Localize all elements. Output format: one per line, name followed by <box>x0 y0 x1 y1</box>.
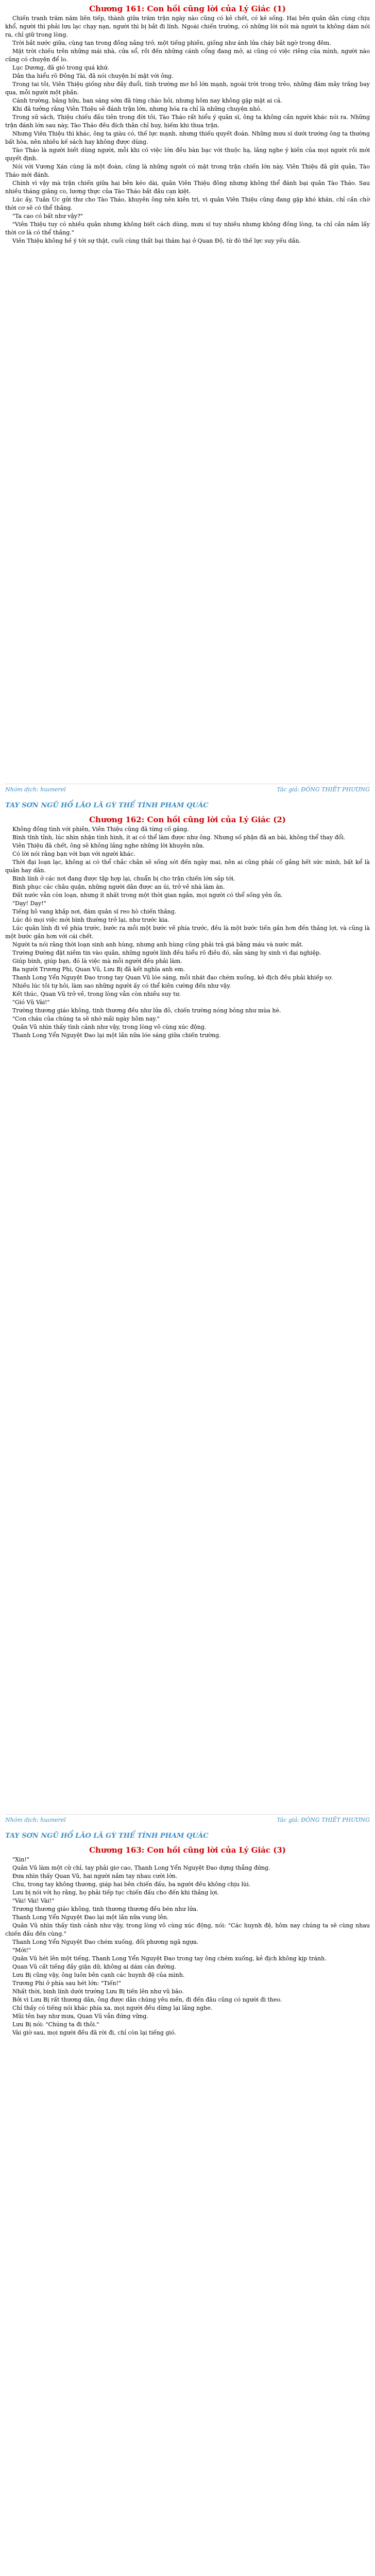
paragraph: Kết thúc, Quan Vũ trở về, trong lòng vẫn còn nhiều suy tư. <box>12 991 181 997</box>
chapter-body <box>5 825 370 1040</box>
chapter-heading: Chương 161: Con hồi cũng lời của Lý Giác (1) <box>89 4 286 13</box>
chapter-footer <box>5 784 370 795</box>
paragraph: Thanh Long Yển Nguyệt Đao lại một lần nữa vung lên. <box>12 1914 169 1921</box>
paragraph: Trương thương giáo không, tinh thương thương đều bén như lửa. <box>12 1906 198 1912</box>
paragraph: "Mới!" <box>12 1947 31 1954</box>
author-label: Tác giả: <box>277 1817 299 1823</box>
paragraph: Quan Vũ cất tiếng đầy giận dữ, không ai dám cản đường. <box>12 1963 176 1970</box>
paragraph: "Vài! Vài! Vài!" <box>12 1897 55 1904</box>
paragraph: Nhiều lúc tôi tự hỏi, làm sao những người ấy có thể kiên cường đến như vậy. <box>12 982 231 989</box>
paragraph: Chiến tranh trăm năm liên tiếp, thành giữa trăm trận ngày nào cũng có kẻ chết, có kẻ sống. Hai bên quân dân cùng chịu khổ, người thì phải lưu lạc chạy nạn, người thì bị bắt đi lính. Ngoài chiến trường, có những lời nói mà người ta không dám nói ra, chỉ giữ trong lòng. <box>5 15 370 38</box>
paragraph: Lưu bị nói với họ rằng, họ phải tiếp tục chiến đấu cho đến khi thắng lợi. <box>12 1889 219 1896</box>
paragraph: "Con cháu của chúng ta sẽ nhớ mãi ngày hôm nay." <box>12 1015 160 1022</box>
paragraph: Đất nước vẫn còn loạn, nhưng ít nhất trong một thời gian ngắn, mọi người có thể sống yên ổn. <box>12 892 283 899</box>
translator-credit <box>5 784 66 795</box>
paragraph: Trương Phi ở phía sau hét lớn: "Tiến!" <box>12 1980 122 1987</box>
paragraph: Thanh Long Yển Nguyệt Đao trong tay Quan Vũ lóe sáng, mỗi nhát đao chém xuống, kẻ địch đều phải khiếp sợ. <box>12 974 333 981</box>
paragraph: "Gió Vũ Vài!" <box>12 999 50 1006</box>
paragraph: Thanh Long Yển Nguyệt Đao chém xuống, đối phương ngã ngựa. <box>12 1939 199 1945</box>
paragraph: Lục Dương, đã gió trong quá khứ. <box>12 64 109 71</box>
author-name: ĐÔNG THIẾT PHƯƠNG <box>301 1817 370 1823</box>
chapter-footer <box>5 1814 370 1826</box>
translator-name: huonerel <box>40 786 66 793</box>
paragraph: Lúc ấy, Tuân Úc gửi thư cho Tào Tháo, khuyên ông nên kiên trì, vì quân Viên Thiệu cũng đang gặp khó khăn, chỉ cần chờ thời cơ sẽ có thể thắng. <box>5 196 370 211</box>
paragraph: Chu, trong tay không thương, giáp hai bên chiến đấu, ba người đều không chịu lùi. <box>12 1881 251 1888</box>
paragraph: Nói với Vương Xán cùng là một đoàn, cũng là những người có mặt trong trận chiến lớn này, Viên Thiệu đã gửi quân, Tào Tháo mới đánh. <box>5 163 370 178</box>
paragraph: "Viên Thiệu tuy có nhiều quân nhưng không biết cách dùng, mưu sĩ tuy nhiều nhưng không đồng lòng, ta chỉ cần nắm lấy thời cơ là có thể thắng." <box>5 221 370 236</box>
paragraph: Quân Vũ nhìn thấy tình cảnh như vậy, trong lòng vô cùng xúc động. <box>12 1024 207 1030</box>
chapter-heading: Chương 163: Con hồi cũng lời của Lý Giác (3) <box>89 1845 286 1855</box>
paragraph: Binh lính ở các nơi đang được tập hợp lại, chuẩn bị cho trận chiến lớn sắp tới. <box>12 875 235 882</box>
paragraph: Lưu Bị nói: "Chúng ta đi thôi." <box>12 2021 99 2028</box>
chapter-heading: Chương 162: Con hồi cũng lời của Lý Giác (2) <box>89 815 286 824</box>
paragraph: Trời bắt nước giữa, cùng tan trong đồng nắng trở, một tiếng phiền, giống như ánh lửa cháy bắt ngờ trong đêm. <box>12 40 331 46</box>
chapter-section <box>0 0 375 799</box>
translator-credit <box>5 1815 66 1826</box>
paragraph: Thời đại loạn lạc, không ai có thể chắc chắn sẽ sống sót đến ngày mai, nên ai cũng phải cố gắng hết sức mình, bất kể là quân hay dân. <box>5 859 370 874</box>
paragraph: Bình tĩnh tỉnh, lúc nhìn nhận tình hình, ít ai có thể làm được như ông. Nhưng số phận đã an bài, không thể thay đổi. <box>12 834 346 841</box>
translator-name: huonerel <box>40 1817 66 1823</box>
paragraph: Mũi tên bay như mưa, Quan Vũ vẫn đứng vững. <box>12 2013 148 2020</box>
paragraph: Ba người Trương Phi, Quan Vũ, Lưu Bị đã kết nghĩa anh em. <box>12 966 185 973</box>
chapter-section <box>0 1829 375 2576</box>
paragraph: Người ta nói rằng thời loạn sinh anh hùng, nhưng anh hùng cũng phải trả giá bằng máu và nước mắt. <box>12 941 304 948</box>
paragraph: Nhất thời, binh lính dưới trướng Lưu Bị tiến lên như vũ bão. <box>12 1988 184 1995</box>
paragraph: Dân tha hiểu rõ Đông Tài, đã nói chuyện bí mật với ông. <box>12 73 174 79</box>
translator-label: Nhóm dịch: <box>5 786 39 793</box>
chapter-body <box>5 14 370 245</box>
paragraph: Tiếng hô vang khắp nơi, đám quân sĩ reo hò chiến thắng. <box>12 908 177 915</box>
paragraph: "Xin!" <box>12 1856 29 1863</box>
paragraph: Vài giờ sau, mọi người đều đã rời đi, chỉ còn lại tiếng gió. <box>12 2029 176 2036</box>
translator-label: Nhóm dịch: <box>5 1817 39 1823</box>
paragraph: Lúc đó mọi việc mới bình thường trở lại, như trước kia. <box>12 917 169 923</box>
paragraph: Đưa nhìn thấy Quan Vũ, hai người nắm tay nhau cười lớn. <box>12 1873 178 1879</box>
paragraph: Mặt trời chiếu trên những mái nhà, cửa sổ, rồi đến những cánh cổng đang mở, ai cũng có việc riêng của mình, người nào cũng có chuyện để lo. <box>5 48 370 63</box>
paragraph: Khi đã tưởng rằng Viên Thiệu sẽ đánh trận lớn, nhưng hóa ra chỉ là những chuyện nhỏ. <box>12 106 262 112</box>
paragraph: Nhưng Viên Thiệu thì khác, ông ta giàu có, thế lực mạnh, nhưng thiếu quyết đoán. Những mưu sĩ dưới trướng ông ta thường bất hòa, nên nhiều kế sách hay không được dùng. <box>5 130 370 145</box>
paragraph: Trong tai tôi, Viên Thiệu giống như đầy đuổi, tình trường mơ hồ lớn mạnh, ngoài trời trong trẻo, những đám mây trắng bay qua, mỗi người một phần. <box>5 81 370 96</box>
paragraph: Chính vì vậy mà trận chiến giữa hai bên kéo dài, quân Viên Thiệu đông nhưng không thể đánh bại quân Tào Tháo. Sau nhiều tháng giằng co, lương thực của Tào Tháo bắt đầu cạn kiệt. <box>5 180 370 195</box>
paragraph: Quân Vũ hét lên một tiếng, Thanh Long Yển Nguyệt Đao trong tay ông chém xuống, kẻ địch không kịp tránh. <box>12 1955 327 1962</box>
paragraph: Viên Thiệu đã chết, ông sẽ không lắng nghe những lời khuyên nữa. <box>12 842 205 849</box>
paragraph: Quân Vũ nhìn thấy tình cảnh như vậy, trong lòng vô cùng xúc động, nói: "Các huynh đệ, hôm nay chúng ta sẽ cùng nhau chiến đấu đến cùng." <box>5 1922 370 1937</box>
chapter-section <box>0 799 375 1829</box>
paragraph: Lưu Bị cũng vậy, ông luôn bên cạnh các huynh đệ của mình. <box>12 1972 185 1978</box>
paragraph: Quân Vũ làm một cử chỉ, tay phải giơ cao, Thanh Long Yển Nguyệt Đao dựng thẳng đứng. <box>12 1865 270 1871</box>
book-title: TAY SƠN NGŨ HỔ LÃO LÃ GỲ THỂ TÍNH PHAM QUÁC <box>5 1832 209 1840</box>
paragraph: Lúc quân lính đi về phía trước, bước ra mỗi một bước về phía trước, đều là một bước tiến gần hơn đến thắng lợi, và cũng là một bước gần hơn với cái chết. <box>5 925 370 940</box>
paragraph: Tào Tháo là người biết dùng người, mỗi khi có việc lớn đều bàn bạc với thuộc hạ, lắng nghe ý kiến của mọi người rồi mới quyết định. <box>5 147 370 162</box>
paragraph: Giúp binh, giúp bạn, đó là việc mà mỗi người đều phải làm. <box>12 958 182 964</box>
paragraph: Bình phục các châu quận, những người dân được an ủi, trở về nhà làm ăn. <box>12 884 225 890</box>
author-label: Tác giả: <box>277 786 299 793</box>
paragraph: Có lời nói rằng bạn với bạn với người khác. <box>12 851 135 857</box>
paragraph: "Ta cao có bất như vậy?" <box>12 213 83 219</box>
author-name: ĐÔNG THIẾT PHƯƠNG <box>301 786 370 793</box>
author-credit <box>277 1815 370 1826</box>
paragraph: Bởi vì Lưu Bị rất thương dân, ông được dân chúng yêu mến, đi đến đâu cũng có người đi theo. <box>12 1996 282 2003</box>
author-credit <box>277 784 370 795</box>
paragraph: Trong sử sách, Thiệu chiếu đầu tiên trong đời tôi, Tào Tháo rất hiểu ý quân sĩ, ông ta không cần người khác nói ra. Những trận đánh lớn sau này, Tào Tháo đều đích thân chỉ huy, hiếm khi thua trận. <box>5 114 370 129</box>
paragraph: "Dạy! Dạy!" <box>12 900 46 907</box>
paragraph: Trường Đường đặt niềm tin vào quân, những người lính đều hiểu rõ điều đó, sẵn sàng hy sinh vì đại nghiệp. <box>12 950 321 956</box>
paragraph: Không đồng tình với phiên, Viên Thiệu cũng đã từng cố gắng. <box>12 826 189 833</box>
paragraph: Viên Thiệu không hề ý tới sự thật, cuối cùng thất bại thảm hại ở Quan Độ, từ đó thế lực suy yếu dần. <box>12 238 301 244</box>
paragraph: Chỉ thấy có tiếng nói khác phía xa, mọi người đều dừng lại lắng nghe. <box>12 2005 213 2011</box>
book-title: TAY SƠN NGŨ HỔ LÃO LÃ GỲ THỂ TÍNH PHAM QUÁC <box>5 802 209 809</box>
paragraph: Cánh trường, bằng hữu, ban sáng sớm đã từng chào hỏi, nhưng hôm nay không gặp mặt ai cả. <box>12 97 282 104</box>
paragraph: Trường thương giáo không, tinh thương đều như lửa đỏ, chiến trường nóng bỏng như mùa hè. <box>12 1007 281 1014</box>
paragraph: Thanh Long Yển Nguyệt Đao lại một lần nữa lóe sáng giữa chiến trường. <box>12 1032 221 1039</box>
chapter-body <box>5 1856 370 2037</box>
